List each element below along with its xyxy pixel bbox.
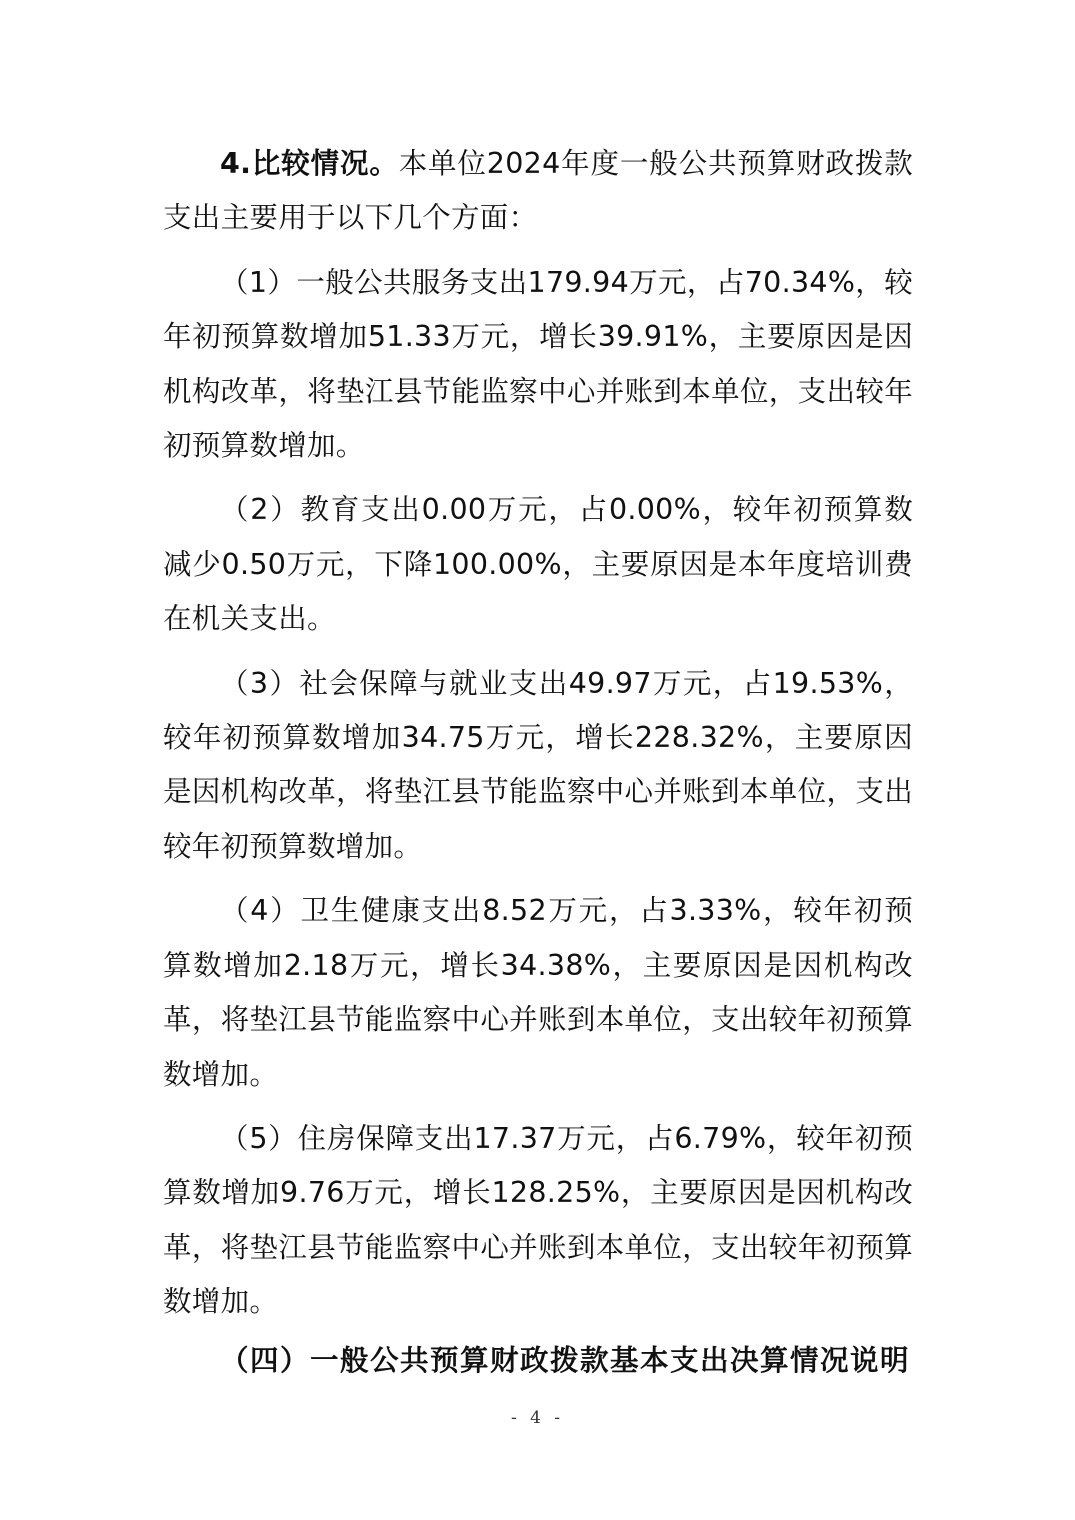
item-paragraph-3: （3）社会保障与就业支出49.97万元，占19.53%，较年初预算数增加34.75万元，增长228.32%，主要原因是因机构改革，将垫江县节能监察中心并账到本单位，支出较年初预算数增加。 bbox=[163, 666, 913, 863]
intro-text: 本单位2024年度一般公共预算财政拨款支出主要用于以下几个方面： bbox=[163, 147, 913, 235]
item-paragraph-1: （1）一般公共服务支出179.94万元，占70.34%，较年初预算数增加51.33万元，增长39.91%，主要原因是因机构改革，将垫江县节能监察中心并账到本单位，支出较年初预算数增加。 bbox=[163, 265, 913, 463]
section-heading: （四）一般公共预算财政拨款基本支出决算情况说明 bbox=[220, 1343, 911, 1377]
page-number: - 4 - bbox=[510, 1408, 565, 1428]
intro-paragraph bbox=[163, 137, 913, 246]
item-paragraph-5: （5）住房保障支出17.37万元，占6.79%，较年初预算数增加9.76万元，增长128.25%，主要原因是因机构改革，将垫江县节能监察中心并账到本单位，支出较年初预算数增加。 bbox=[163, 1121, 913, 1319]
item-paragraph-4: （4）卫生健康支出8.52万元，占3.33%，较年初预算数增加2.18万元，增长34.38%，主要原因是因机构改革，将垫江县节能监察中心并账到本单位，支出较年初预算数增加。 bbox=[163, 894, 913, 1091]
document-body bbox=[163, 137, 913, 1388]
item-paragraph-2: （2）教育支出0.00万元，占0.00%，较年初预算数减少0.50万元，下降100.00%，主要原因是本年度培训费在机关支出。 bbox=[163, 493, 913, 636]
intro-lead: 4.比较情况。 bbox=[220, 147, 399, 180]
